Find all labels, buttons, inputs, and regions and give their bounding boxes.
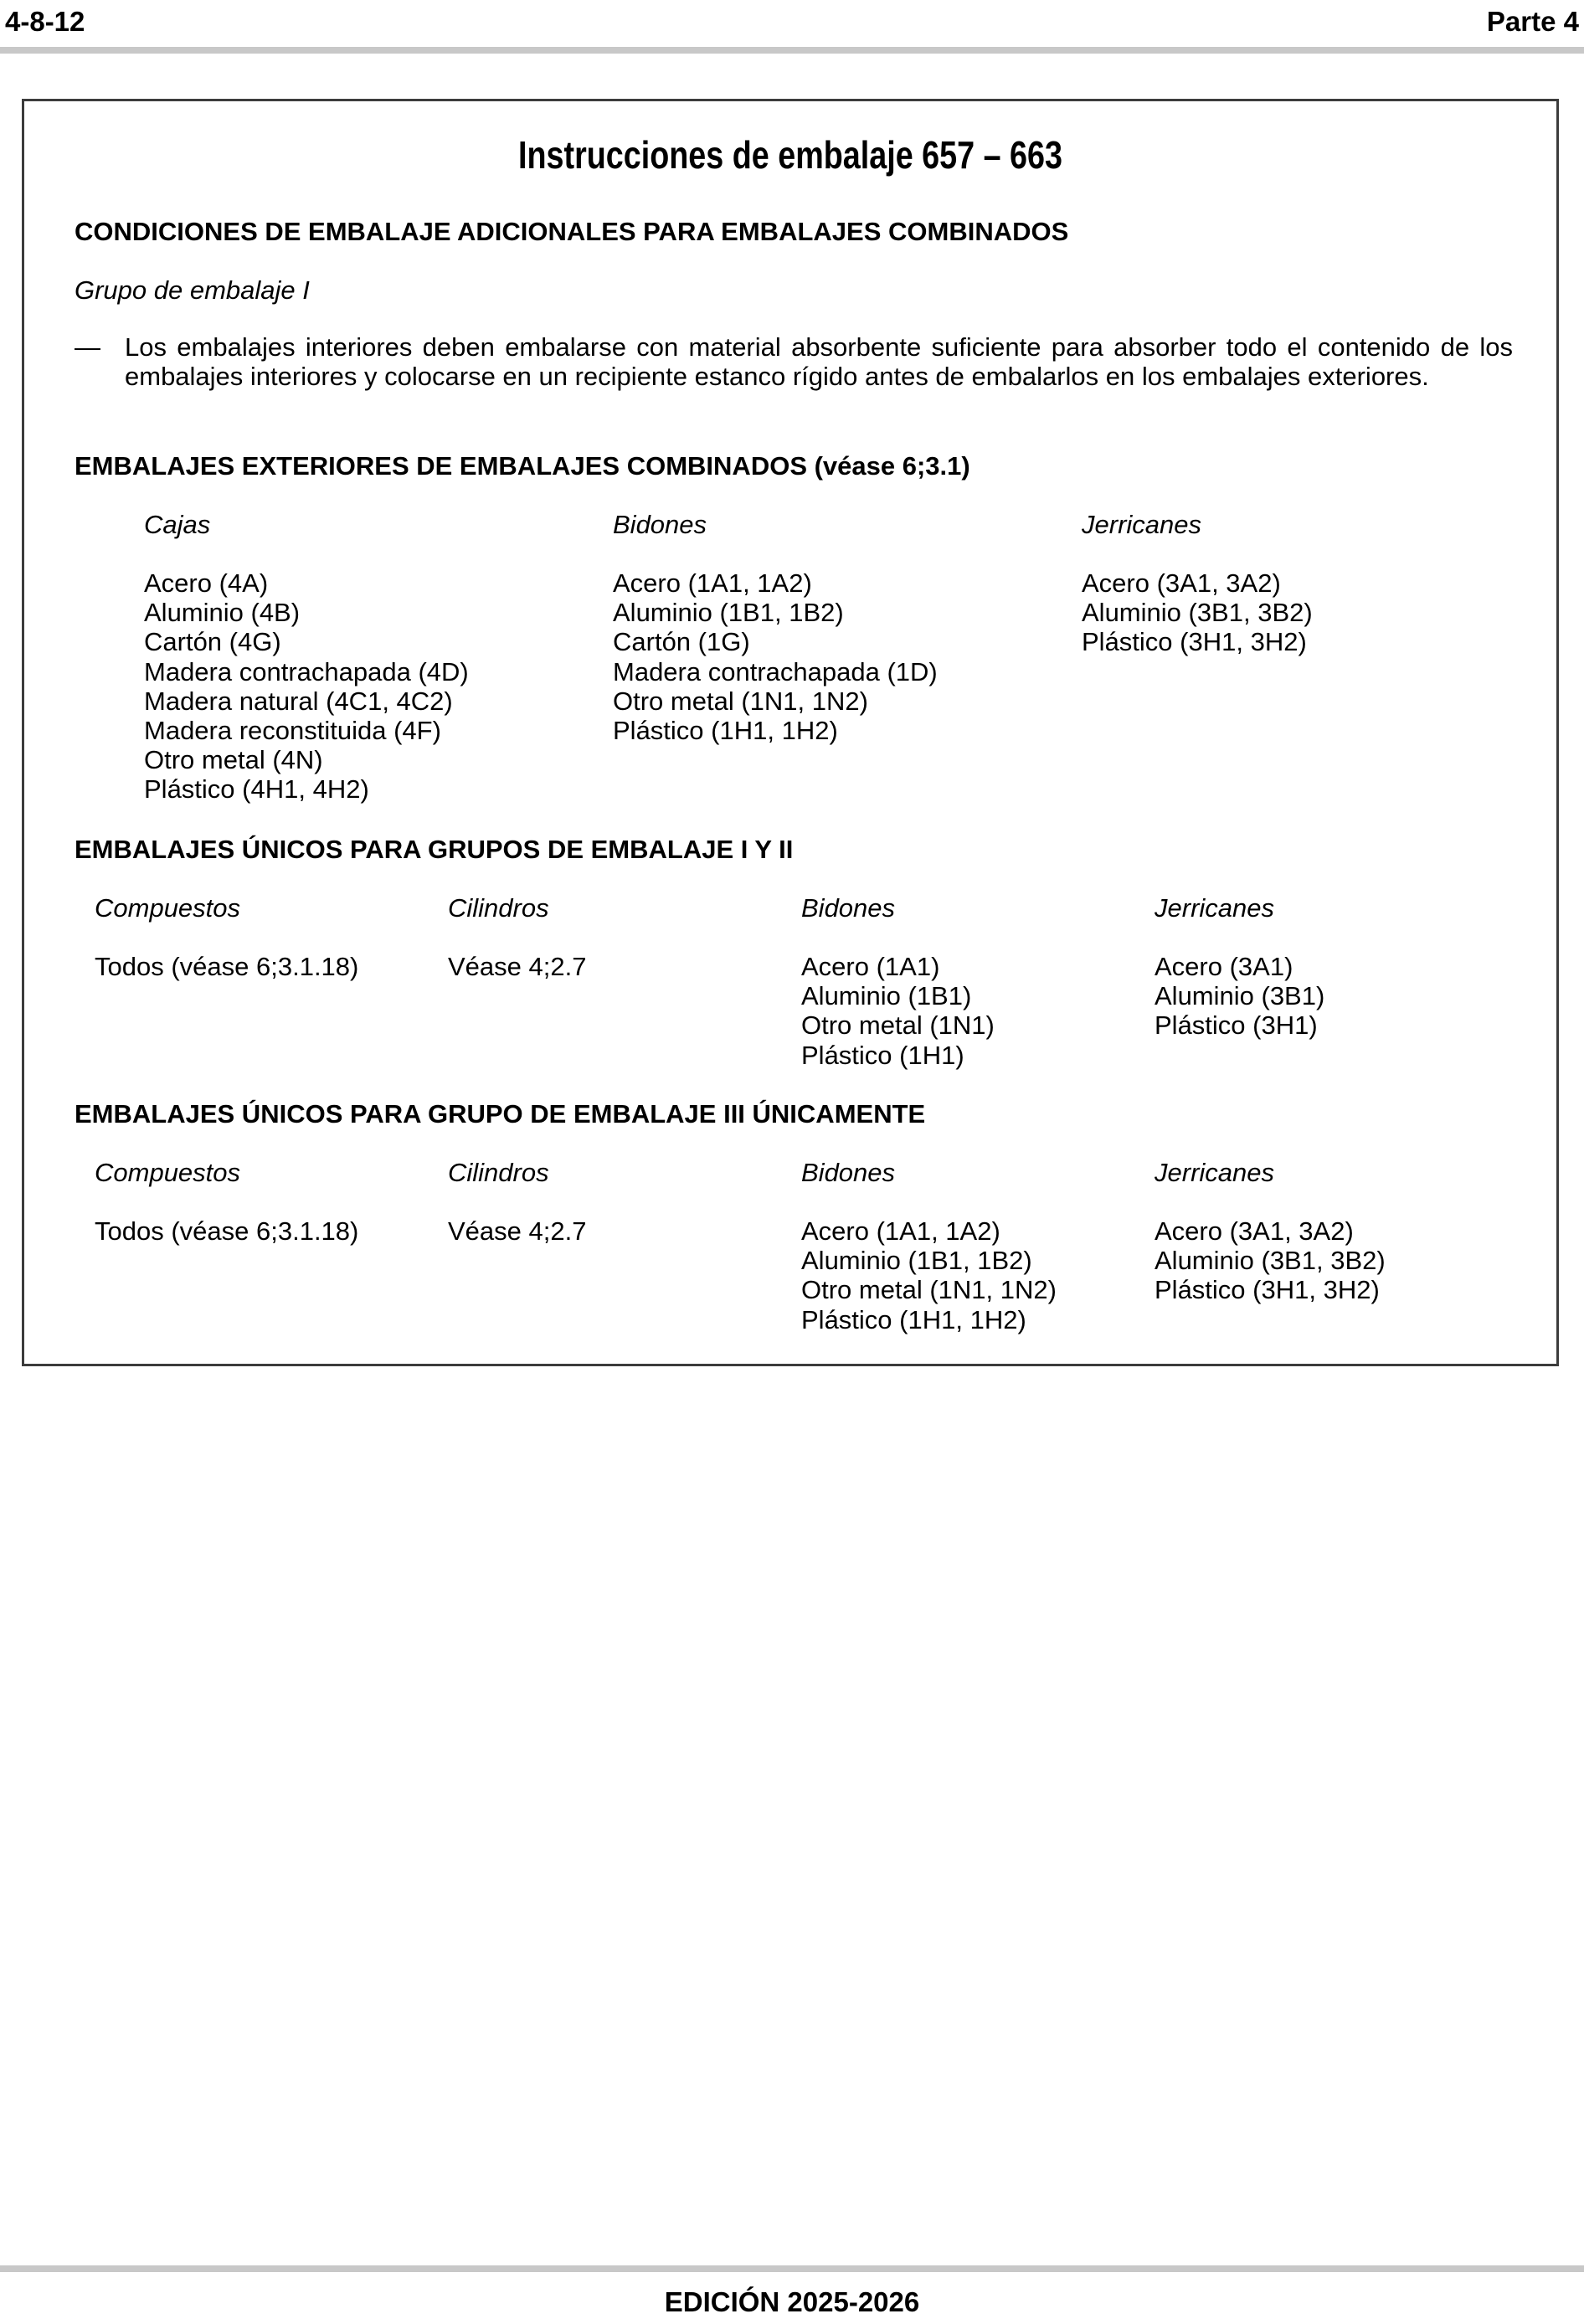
list-item: Acero (1A1)	[801, 952, 940, 981]
dash-bullet: —	[75, 332, 100, 362]
single-12-col-list	[801, 952, 995, 1070]
list-item: Plástico (3H1)	[1155, 1010, 1318, 1041]
list-item: Aluminio (3B1, 3B2)	[1155, 1246, 1386, 1276]
list-item: Madera contrachapada (4D)	[144, 656, 469, 686]
single-3-col-header: Bidones	[801, 1158, 896, 1187]
outer-heading: EMBALAJES EXTERIORES DE EMBALAJES COMBINADOS (véase 6;3.1)	[75, 451, 970, 481]
list-item: Aluminio (1B1, 1B2)	[613, 598, 844, 628]
list-item: Otro metal (1N1, 1N2)	[613, 686, 868, 716]
conditions-heading: CONDICIONES DE EMBALAJE ADICIONALES PARA EMBALAJES COMBINADOS	[75, 217, 1069, 246]
single-12-heading: EMBALAJES ÚNICOS PARA GRUPOS DE EMBALAJE I Y II	[75, 835, 794, 864]
list-item: Aluminio (4B)	[144, 598, 301, 628]
single-12-col-list	[1155, 952, 1324, 1041]
single-3-col-list	[95, 1216, 358, 1246]
page-number: 4-8-12	[5, 6, 85, 37]
outer-col-header: Cajas	[144, 510, 211, 539]
single-3-col-list	[1155, 1216, 1386, 1305]
single-12-col-header: Bidones	[801, 893, 896, 923]
list-item: Todos (véase 6;3.1.18)	[95, 1216, 359, 1246]
single-3-col-header: Cilindros	[448, 1158, 549, 1187]
header-rule	[0, 47, 1584, 54]
list-item: Madera contrachapada (1D)	[613, 656, 938, 686]
single-3-heading: EMBALAJES ÚNICOS PARA GRUPO DE EMBALAJE III ÚNICAMENTE	[75, 1099, 926, 1129]
list-item: Plástico (3H1, 3H2)	[1155, 1275, 1380, 1305]
list-item: Otro metal (1N1)	[801, 1010, 995, 1041]
box-title: Instrucciones de embalaje 657 – 663	[518, 133, 1062, 177]
single-12-col-header: Jerricanes	[1155, 893, 1274, 923]
list-item: Aluminio (3B1)	[1155, 981, 1325, 1011]
list-item: Madera natural (4C1, 4C2)	[144, 686, 453, 716]
list-item: Acero (1A1, 1A2)	[613, 568, 812, 598]
list-item: Cartón (1G)	[613, 627, 750, 657]
single-3-col-list	[801, 1216, 1057, 1334]
outer-col-header: Jerricanes	[1082, 510, 1201, 539]
footer-rule	[0, 2265, 1584, 2272]
list-item: Véase 4;2.7	[448, 1216, 587, 1246]
single-3-col-header: Compuestos	[95, 1158, 241, 1187]
list-item: Acero (4A)	[144, 568, 269, 598]
single-12-col-list	[448, 952, 586, 981]
list-item: Plástico (1H1, 1H2)	[613, 716, 838, 746]
list-item: Otro metal (4N)	[144, 745, 323, 775]
list-item: Otro metal (1N1, 1N2)	[801, 1275, 1057, 1305]
single-3-col-list	[448, 1216, 586, 1246]
list-item: Acero (3A1, 3A2)	[1155, 1216, 1354, 1246]
list-item: Plástico (3H1, 3H2)	[1082, 627, 1307, 657]
list-item: Plástico (1H1, 1H2)	[801, 1304, 1026, 1334]
single-12-col-header: Compuestos	[95, 893, 241, 923]
list-item: Aluminio (3B1, 3B2)	[1082, 598, 1313, 628]
part-label: Parte 4	[1486, 6, 1579, 37]
outer-col-list	[1082, 568, 1313, 657]
single-12-col-list	[95, 952, 358, 981]
list-item: Todos (véase 6;3.1.18)	[95, 952, 359, 981]
outer-col-list	[144, 568, 469, 805]
list-item: Cartón (4G)	[144, 627, 281, 657]
list-item: Véase 4;2.7	[448, 952, 587, 981]
instruction-box	[22, 99, 1559, 1366]
outer-col-header: Bidones	[613, 510, 707, 539]
group-label: Grupo de embalaje I	[75, 275, 310, 305]
page-header	[0, 0, 1584, 57]
conditions-paragraph: Los embalajes interiores deben embalarse con material absorbente suficiente para absorber todo el contenido de los embalajes interiores y colocarse en un recipiente estanco rígido antes de embalarlos en los embalajes exteriores.	[125, 332, 1513, 391]
outer-col-list	[613, 568, 938, 745]
list-item: Plástico (1H1)	[801, 1040, 964, 1070]
list-item: Acero (3A1, 3A2)	[1082, 568, 1281, 598]
list-item: Madera reconstituida (4F)	[144, 716, 441, 746]
list-item: Acero (1A1, 1A2)	[801, 1216, 1000, 1246]
list-item: Plástico (4H1, 4H2)	[144, 774, 369, 805]
edition-footer: EDICIÓN 2025-2026	[664, 2286, 920, 2317]
list-item: Aluminio (1B1)	[801, 981, 972, 1011]
list-item: Acero (3A1)	[1155, 952, 1293, 981]
single-12-col-header: Cilindros	[448, 893, 549, 923]
single-3-col-header: Jerricanes	[1155, 1158, 1274, 1187]
list-item: Aluminio (1B1, 1B2)	[801, 1246, 1032, 1276]
